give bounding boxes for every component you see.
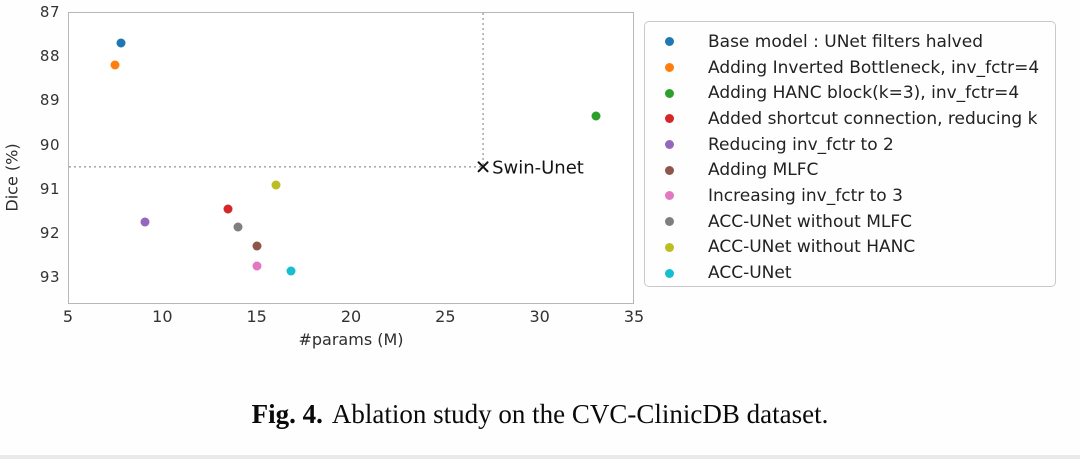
caption-label: Fig. 4. — [251, 399, 323, 429]
legend-item-label: Increasing inv_fctr to 3 — [708, 185, 903, 206]
legend-item — [659, 260, 1055, 286]
legend-item — [659, 29, 1055, 55]
data-point — [233, 222, 242, 231]
data-point — [141, 218, 150, 227]
legend — [644, 21, 1056, 287]
legend-item-label: Base model : UNet filters halved — [708, 31, 983, 52]
data-point — [592, 111, 601, 120]
y-tick-label: 93 — [39, 268, 60, 287]
x-axis-label: #params (M) — [298, 330, 404, 349]
data-point — [252, 242, 261, 251]
legend-item-label: ACC-UNet without HANC — [708, 237, 916, 258]
data-point — [224, 204, 233, 213]
legend-item — [659, 157, 1055, 183]
x-tick-label: 15 — [246, 307, 267, 326]
legend-marker-icon — [665, 89, 674, 98]
caption-text: Ablation study on the CVC-ClinicDB dataset. — [331, 399, 829, 429]
legend-marker-icon — [665, 140, 674, 149]
x-tick-label: 25 — [435, 307, 456, 326]
y-tick-label: 90 — [39, 135, 60, 154]
legend-item — [659, 132, 1055, 158]
y-tick-label: 89 — [39, 91, 60, 110]
x-tick-label: 5 — [62, 307, 74, 326]
data-point — [116, 38, 125, 47]
legend-marker-icon — [665, 191, 674, 200]
legend-marker-icon — [665, 37, 674, 46]
x-tick-label: 35 — [623, 307, 645, 326]
legend-marker-icon — [665, 63, 674, 72]
legend-marker-icon — [665, 217, 674, 226]
swin-unet-annotation-label: Swin-Unet — [492, 157, 584, 179]
page-scan-edge — [0, 455, 1080, 459]
data-point — [111, 61, 120, 70]
legend-item-label: Reducing inv_fctr to 2 — [708, 134, 894, 155]
legend-item — [659, 183, 1055, 209]
legend-item — [659, 55, 1055, 81]
data-point — [252, 262, 261, 271]
legend-item-label: Adding HANC block(k=3), inv_fctr=4 — [708, 83, 1020, 104]
legend-marker-icon — [665, 166, 674, 175]
legend-item — [659, 80, 1055, 106]
legend-item-label: ACC-UNet — [708, 263, 792, 284]
x-tick-label: 10 — [152, 307, 173, 326]
legend-item-label: Added shortcut connection, reducing k — [708, 108, 1038, 129]
figure-caption — [0, 399, 1080, 430]
legend-marker-icon — [665, 243, 674, 252]
legend-item — [659, 106, 1055, 132]
legend-item-label: Adding MLFC — [708, 160, 819, 181]
y-tick-label: 91 — [39, 179, 60, 198]
legend-item-label: Adding Inverted Bottleneck, inv_fctr=4 — [708, 57, 1040, 78]
data-point — [286, 266, 295, 275]
y-tick-label: 87 — [39, 3, 60, 21]
y-tick-label: 92 — [39, 224, 60, 243]
legend-item-label: ACC-UNet without MLFC — [708, 211, 912, 232]
legend-marker-icon — [665, 269, 674, 278]
legend-item — [659, 209, 1055, 235]
x-tick-label: 30 — [529, 307, 550, 326]
data-point — [271, 180, 280, 189]
y-tick-label: 88 — [39, 47, 60, 66]
y-axis-label: Dice (%) — [2, 143, 22, 212]
legend-marker-icon — [665, 114, 674, 123]
x-tick-label: 20 — [340, 307, 362, 326]
legend-item — [659, 235, 1055, 261]
